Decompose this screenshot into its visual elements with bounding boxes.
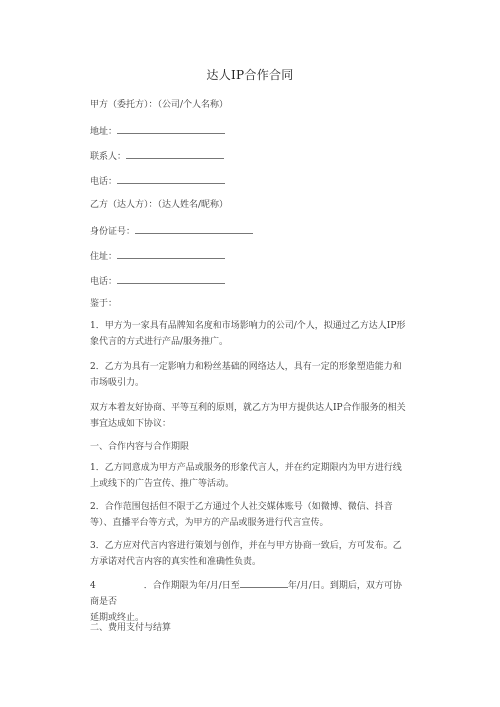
party-a-address-blank: [117, 124, 225, 134]
party-a-contact-label: 联系人：: [90, 152, 127, 162]
party-a-phone-blank: [117, 174, 225, 184]
section-1-item-4-text-after: 年/月/日。到期后，双方可协商是否: [90, 581, 402, 607]
section-1-item-2: 2．合作范围包括但不限于乙方通过个人社交媒体账号（如微博、微信、抖音等）、直播平台等方式，为甲方的产品或服务进行代言宣传。: [90, 502, 393, 528]
party-b-id: [90, 224, 253, 238]
party-a-address: [90, 124, 225, 138]
section-1-item-4-number: 4: [90, 581, 96, 591]
party-a-contact: [90, 149, 224, 163]
whereas-item-2: 2．乙方为具有一定影响力和粉丝基础的网络达人，具有一定的形象塑造能力和市场吸引力。: [90, 362, 402, 388]
section-1-item-4-line2: 延期或终止。: [90, 613, 145, 623]
party-a-label: 甲方（委托方）：（公司/个人名称）: [90, 100, 229, 110]
whereas-item-1: 1．甲方为一家具有品牌知名度和市场影响力的公司/个人，拟通过乙方达人IP形象代言的方式进行产品/服务推广。: [90, 321, 406, 347]
section-1-item-4: [90, 578, 410, 626]
party-b-phone: [90, 274, 225, 288]
party-a-phone-label: 电话：: [90, 177, 118, 187]
whereas-label: 鉴于：: [90, 299, 118, 309]
party-a-address-label: 地址：: [90, 127, 118, 137]
section-2-title: 二、费用支付与结算: [90, 623, 172, 633]
party-b-phone-blank: [117, 274, 225, 284]
agreement-paragraph: 双方本着友好协商、平等互利的原则，就乙方为甲方提供达人IP合作服务的相关事宜达成如下协议：: [90, 403, 406, 429]
document-title: 达人IP合作合同: [206, 68, 294, 82]
party-b-label: 乙方（达人方）：（达人姓名/昵称）: [90, 200, 229, 210]
section-1-title: 一、合作内容与合作期限: [90, 442, 190, 452]
item-4-blank: [240, 578, 288, 588]
party-b-phone-label: 电话：: [90, 277, 118, 287]
party-a-contact-blank: [126, 149, 224, 159]
party-b-id-blank: [135, 224, 253, 234]
section-1-item-3: 3．乙方应对代言内容进行策划与创作，并在与甲方协商一致后，方可发布。乙方承诺对代言内容的真实性和准确性负责。: [90, 541, 402, 567]
party-a-phone: [90, 174, 225, 188]
section-1-item-4-text-before: ．合作期限为年/月/日至: [143, 581, 240, 591]
party-b-residence-label: 住址：: [90, 252, 118, 262]
section-1-item-1: 1．乙方同意成为甲方产品或服务的形象代言人，并在约定期限内为甲方进行线上或线下的广告宣传、推广等活动。: [90, 463, 402, 489]
party-b-residence-blank: [117, 249, 225, 259]
party-b-residence: [90, 249, 225, 263]
party-b-id-label: 身份证号：: [90, 227, 136, 237]
